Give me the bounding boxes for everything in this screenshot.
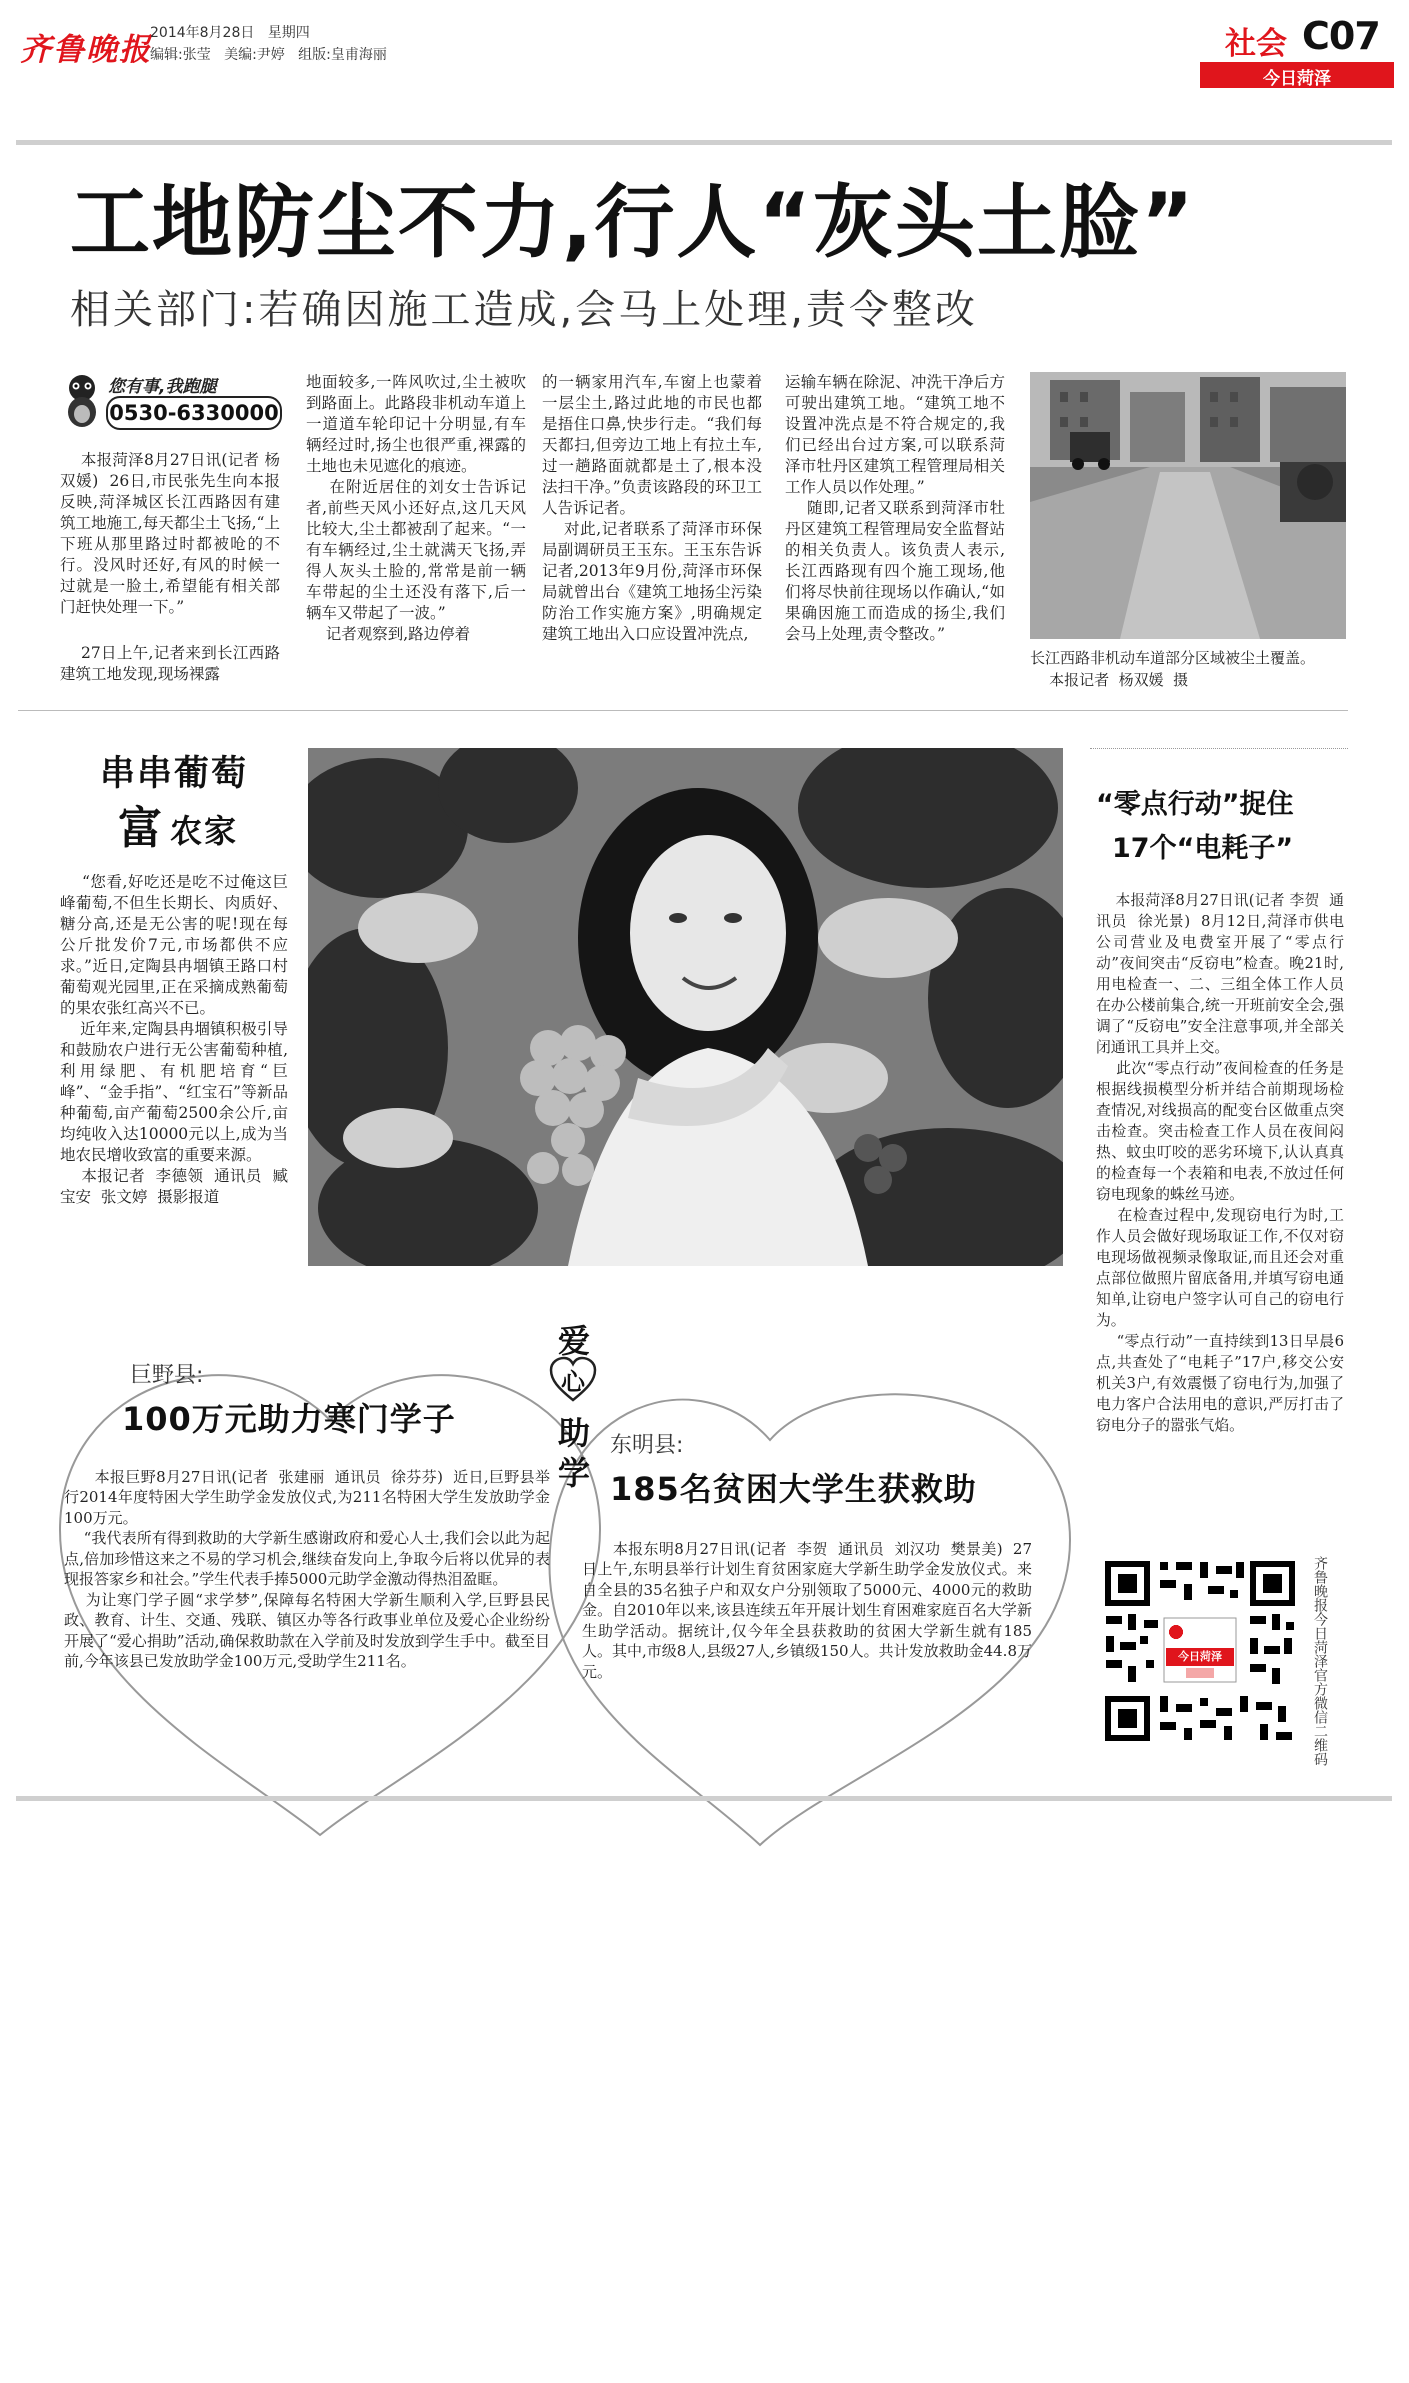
lead-subhead: 相关部门:若确因施工造成,会马上处理,责令整改	[70, 287, 978, 333]
page-number: C07	[1302, 14, 1380, 58]
zero-title-line1: “零点行动”捉住	[1096, 789, 1294, 820]
mascot-icon	[60, 372, 104, 430]
juye-title: 100万元助力寒门学子	[122, 1400, 456, 1438]
lead-headline: 工地防尘不力,行人“灰头土脸”	[70, 176, 1196, 269]
qr-label: 齐鲁晚报今日菏泽官方微信二维码	[1312, 1556, 1328, 1766]
header-divider	[16, 140, 1392, 145]
subsection-name: 今日菏泽	[1263, 69, 1331, 89]
lead-column-3: 的一辆家用汽车,车窗上也蒙着一层尘土,路过此地的市民也都是捂住口鼻,快步行走。“我们每天都扫,但旁边工地上有拉土车,过一趟路面就都是土了,根本没法扫干净。”负责该路段的环卫工人告诉记者。 对此,记者联系了菏泽市环保局副调研员王玉东。王玉东告诉记者,2013年9月份,菏泽市环保局就曾出台《建筑工地扬尘污染防治工作实施方案》,明确规定建筑工地出入口应设置冲洗点,	[542, 373, 762, 643]
grapes-title-line2: 农家	[170, 812, 239, 850]
dongming-body-text: 本报东明8月27日讯(记者 李贺 通讯员 刘汉功 樊景美) 27日上午,东明县举行计划生育贫困家庭大学新生助学金发放仪式。来自全县的35名独子户和双女户分别领取了5000元、4000元的救助金。自2010年以来,该县连续五年开展计划生育困难家庭百名大学新生助学活动。据统计,仅今年全县获救助的贫困大学新生就有185人。其中,市级8人,县级27人,乡镇级150人。共计发放救助金44.8万元。	[582, 1539, 1032, 1681]
dongming-title: 185名贫困大学生获救助	[610, 1470, 977, 1508]
hotline-label: 您有事,我跑腿	[108, 377, 217, 397]
qr-badge: 今日菏泽	[1178, 1650, 1222, 1663]
construction-site-photo	[1030, 372, 1346, 639]
zero-top-rule	[1090, 748, 1348, 749]
dongming-body	[582, 1518, 1032, 1682]
lead-column-4: 运输车辆在除泥、冲洗干净后方可驶出建筑工地。“建筑工地不设置冲洗点是不符合规定的,我们已经出台过方案,可以联系菏泽市牡丹区建筑工程管理局相关工作人员以作处理。” 随即,记者又联系到菏泽市牡丹区建筑工程管理局安全监督站的相关负责人。该负责人表示,长江西路现有四个施工现场,他们将尽快前往现场以作确认,“如果确因施工而造成的扬尘,我们会马上处理,责令整改。”	[785, 373, 1005, 643]
editor-credits: 编辑:张莹 美编:尹婷 组版:皇甫海丽	[150, 47, 387, 63]
love-vertical-xue: 学	[558, 1454, 591, 1492]
lead-photo-caption: 长江西路非机动车道部分区域被尘土覆盖。 本报记者 杨双媛 摄	[1030, 649, 1316, 689]
grapes-body: “您看,好吃还是吃不过俺这巨峰葡萄,不但生长期长、肉质好、糖分高,还是无公害的呢!现在每公斤批发价7元,市场都供不应求。”近日,定陶县冉堌镇王路口村葡萄观光园里,正在采摘成熟葡萄的果农张红高兴不已。 近年来,定陶县冉堌镇积极引导和鼓励农户进行无公害葡萄种植,利用绿肥、有机肥培育“巨峰”、“金手指”、“红宝石”等新品种葡萄,亩产葡萄2500余公斤,亩均纯收入达10000元以上,成为当地农民增收致富的重要来源。 本报记者 李德领 通讯员 臧宝安 张文婷 摄影报道	[60, 873, 288, 1206]
juye-body-text: 本报巨野8月27日讯(记者 张建丽 通讯员 徐芬芬) 近日,巨野县举行2014年度特困大学生助学金发放仪式,为211名特困大学生发放助学金100万元。 “我代表所有得到救助的大学新生感谢政府和爱心人士,我们会以此为起点,倍加珍惜这来之不易的学习机会,继续奋发向上,争取今后将以优异的表现报答家乡和社会。”学生代表手捧5000元助学金激动得热泪盈眶。 为让寒门学子圆“求学梦”,保障每名特困大学新生顺利入学,巨野县民政、教育、计生、交通、残联、镇区办等各行政事业单位及爱心企业纷纷开展了“爱心捐助”活动,确保救助款在入学前及时发放到学生手中。截至目前,今年该县已发放助学金100万元,受助学生211名。	[64, 1467, 550, 1670]
love-vertical-zhu: 助	[558, 1414, 591, 1452]
issue-date: 2014年8月28日 星期四	[150, 25, 310, 41]
lead-column-1a: 本报菏泽8月27日讯(记者 杨双媛) 26日,市民张先生向本报反映,菏泽城区长江西路因有建筑工地施工,每天都尘土飞扬,“上下班从那里路过时都被呛的不行。没风时还好,有风的时候一过就是一脸土,希望能有相关部门赶快处理一下。”	[60, 451, 280, 616]
footer-divider	[16, 1796, 1392, 1801]
zero-title-line2: 17个“电耗子”	[1112, 833, 1294, 864]
juye-label: 巨野县:	[130, 1363, 204, 1388]
love-vertical-xin: 心	[561, 1368, 585, 1396]
dongming-label: 东明县:	[610, 1433, 684, 1458]
zero-body: 本报菏泽8月27日讯(记者 李贺 通讯员 徐光景) 8月12日,菏泽市供电公司营业及电费室开展了“零点行动”夜间突击“反窃电”检查。晚21时,用电检查一、二、三组全体工作人员在办公楼前集合,统一开班前安全会,强调了“反窃电”安全注意事项,并全部关闭通讯工具并上交。 此次“零点行动”夜间检查的任务是根据线损模型分析并结合前期现场检查情况,对线损高的配变台区做重点突击检查。突击检查工作人员在夜间闷热、蚊虫叮咬的恶劣环境下,认认真真的检查每一个表箱和电表,不放过任何窃电现象的蛛丝马迹。 在检查过程中,发现窃电行为时,工作人员会做好现场取证工作,不仅对窃电现场做视频录像取证,而且还会对重点部位做照片留底备用,并填写窃电通知单,让窃电户签字认可自己的窃电行为。 “零点行动”一直持续到13日早晨6点,共查处了“电耗子”17户,移交公安机关3户,有效震慑了窃电行为,加强了电力客户合法用电的意识,严厉打击了窃电分子的嚣张气焰。	[1096, 892, 1344, 1434]
grapes-title-big-char: 富	[118, 803, 162, 854]
hotline-box	[60, 372, 280, 432]
lead-column-1b: 27日上午,记者来到长江西路建筑工地发现,现场裸露	[60, 644, 280, 683]
lead-bottom-rule	[18, 710, 1348, 711]
grape-farmer-photo	[308, 748, 1063, 1266]
section-name: 社会	[1225, 26, 1287, 62]
lead-column-2: 地面较多,一阵风吹过,尘土被吹到路面上。此路段非机动车道上一道道车轮印记十分明显,有车辆经过时,扬尘也很严重,裸露的土地也未见遮化的痕迹。 在附近居住的刘女士告诉记者,前些天风小还好点,这几天风比较大,尘土都被刮了起来。“一有车辆经过,尘土就满天飞扬,弄得人灰头土脸的,常常是前一辆车带起的尘土还没有落下,后一辆车又带起了一波。” 记者观察到,路边停着	[306, 373, 526, 643]
hotline-number: 0530-6330000	[106, 396, 282, 430]
love-vertical-ai: 爱	[558, 1322, 591, 1360]
masthead-logo: 齐鲁晚报	[20, 32, 152, 68]
juye-body-1	[64, 1446, 550, 1672]
grapes-title-line1: 串串葡萄	[100, 754, 249, 794]
wechat-qr-code	[1100, 1556, 1300, 1746]
